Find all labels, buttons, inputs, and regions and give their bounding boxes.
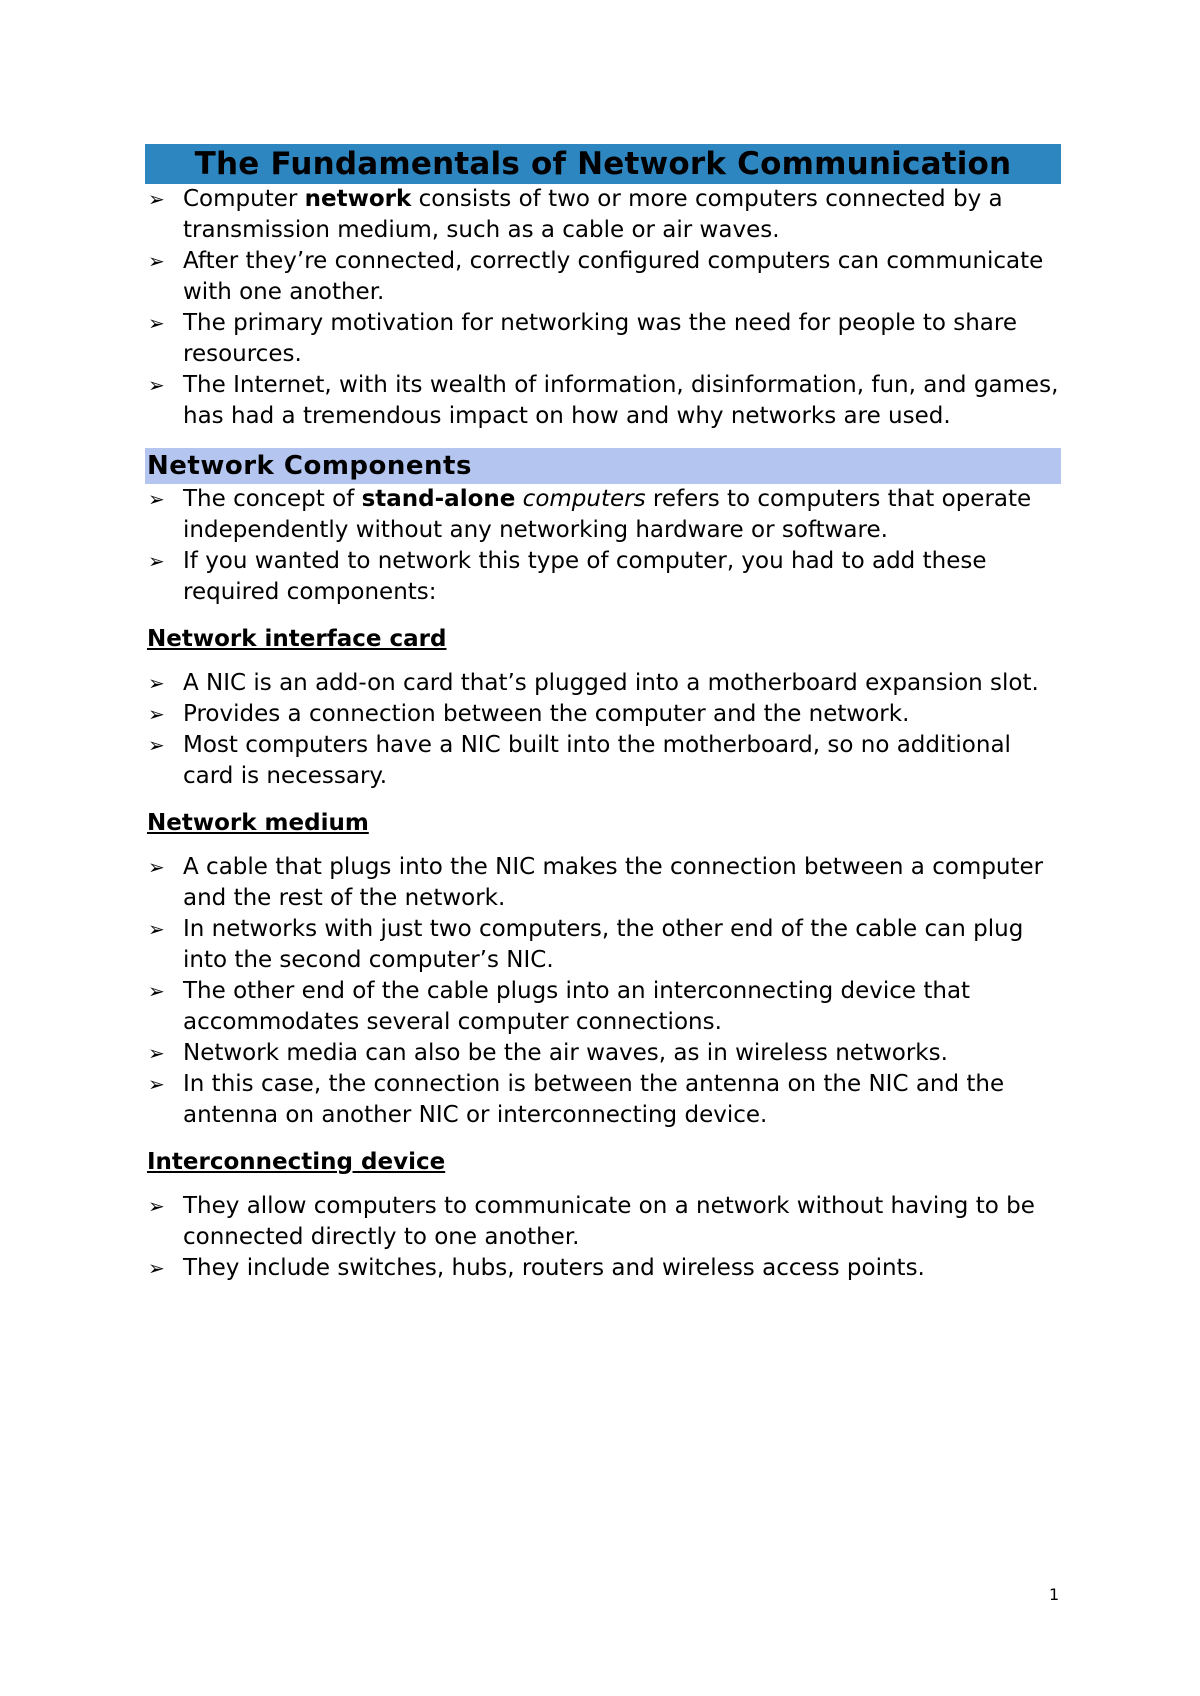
- arrow-bullet-icon: ➢: [148, 979, 165, 1003]
- list-item: ➢ The other end of the cable plugs into an interconnecting device that accommodates several computer connections.: [148, 978, 971, 1035]
- arrow-bullet-icon: ➢: [148, 1194, 165, 1218]
- list-item: ➢ The concept of stand-alone computers refers to computers that operate independently without any networking hardware or software.: [148, 486, 1032, 543]
- list-item: ➢ Most computers have a NIC built into the motherboard, so no additional card is necessary.: [148, 732, 1011, 789]
- page-number: 1: [1049, 1585, 1060, 1604]
- list-item: ➢ In this case, the connection is between the antenna on the NIC and the antenna on another NIC or interconnecting device.: [148, 1071, 1005, 1128]
- arrow-bullet-icon: ➢: [148, 311, 165, 335]
- list-item: ➢ A NIC is an add-on card that’s plugged into a motherboard expansion slot.: [145, 668, 1061, 699]
- components-list: [145, 484, 1061, 608]
- document-page: [145, 144, 1061, 1284]
- list-item: ➢ After they’re connected, correctly configured computers can communicate with one another.: [148, 248, 1044, 305]
- arrow-bullet-icon: ➢: [148, 917, 165, 941]
- arrow-bullet-icon: ➢: [148, 733, 165, 757]
- arrow-bullet-icon: ➢: [148, 702, 165, 726]
- nic-heading: Network interface card: [147, 626, 447, 652]
- list-item: ➢ They include switches, hubs, routers and wireless access points.: [145, 1253, 1061, 1284]
- medium-heading: Network medium: [147, 810, 369, 836]
- list-item: ➢ If you wanted to network this type of computer, you had to add these required components:: [148, 548, 987, 605]
- intro-list: [145, 184, 1061, 432]
- medium-list: [145, 852, 1061, 1131]
- arrow-bullet-icon: ➢: [148, 249, 165, 273]
- device-list: [145, 1191, 1061, 1284]
- list-item: ➢ The Internet, with its wealth of information, disinformation, fun, and games, has had a tremendous impact on how and why networks are used.: [148, 372, 1059, 429]
- list-item: ➢ Network media can also be the air waves, as in wireless networks.: [145, 1038, 1061, 1069]
- arrow-bullet-icon: ➢: [148, 1041, 165, 1065]
- section-title: Network Components: [147, 451, 472, 481]
- list-item: ➢ They allow computers to communicate on a network without having to be connected directly to one another.: [148, 1193, 1035, 1250]
- arrow-bullet-icon: ➢: [148, 855, 165, 879]
- device-heading: Interconnecting device: [147, 1149, 446, 1175]
- arrow-bullet-icon: ➢: [148, 671, 165, 695]
- arrow-bullet-icon: ➢: [148, 549, 165, 573]
- list-item: ➢ Computer network consists of two or more computers connected by a transmission medium, such as a cable or air waves.: [148, 186, 1003, 243]
- arrow-bullet-icon: ➢: [148, 1072, 165, 1096]
- list-item: ➢ A cable that plugs into the NIC makes the connection between a computer and the rest of the network.: [148, 854, 1044, 911]
- list-item: ➢ The primary motivation for networking was the need for people to share resources.: [148, 310, 1017, 367]
- nic-list: [145, 668, 1061, 792]
- arrow-bullet-icon: ➢: [148, 1256, 165, 1280]
- arrow-bullet-icon: ➢: [148, 487, 165, 511]
- arrow-bullet-icon: ➢: [148, 187, 165, 211]
- title-banner: [145, 144, 1061, 184]
- arrow-bullet-icon: ➢: [148, 373, 165, 397]
- section-banner: [145, 448, 1061, 484]
- list-item: ➢ Provides a connection between the computer and the network.: [145, 699, 1061, 730]
- list-item: ➢ In networks with just two computers, the other end of the cable can plug into the second computer’s NIC.: [148, 916, 1024, 973]
- document-title: The Fundamentals of Network Communication: [194, 146, 1012, 182]
